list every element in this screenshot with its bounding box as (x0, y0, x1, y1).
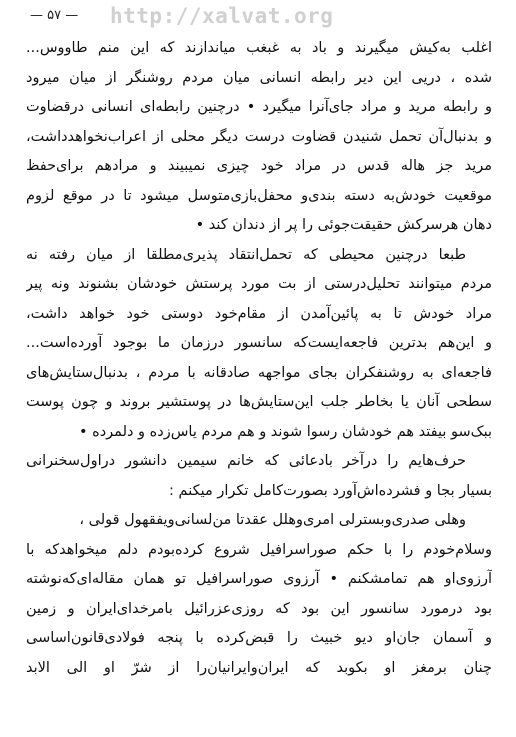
text-line: مردم میتوانند تحلیل‌درستی از بت مورد پرستش خودشان بشنوند ونه پیر (26, 276, 492, 292)
text-line: بسیار بجا و فشرده‌اش‌آورد بصورت‌کامل تکرار میکنم : (169, 482, 492, 499)
text-line: و بدنبال‌آن تحمل شنیدن قضاوت درست دیگر محلی از اعراب‌نخواهدداشت، (26, 128, 492, 145)
text-line: شده ، دریی این دیر رابطه انسانی میان مردم روشنگر از میان میرود (26, 69, 492, 86)
text-line: دهان هرسرکش حقیقت‌جوئی را پر از دندان کند • (195, 217, 492, 233)
text-line: وهلی صدری‌وبسترلی امری‌وهلل عقدتا من‌لسانی‌ویفقهول قولی ، (79, 512, 466, 528)
text-line: موقعیت خودش‌به دسته بندی‌و محفل‌بازی‌متوسل میشود تا در موقع لزوم (26, 187, 492, 204)
text-line: ببک‌سو بیفتد هم خودشان رسوا شوند و هم مردم یاس‌زده و دلمرده • (78, 423, 492, 440)
text-line: بود درمورد سانسور این بود که روزی‌عزرائیل با‌مرخدای‌ایران و زمین (26, 600, 492, 617)
page-header (22, 4, 494, 28)
body-text (26, 34, 492, 683)
text-line: اغلب به‌کیش میگیرند و باد به غبغب میاندازند که این منم طاووس... (26, 40, 492, 56)
page-number: — ۵۷ — (30, 8, 79, 23)
text-line: مرید جز هاله قدس در مراد خود چیزی نمیبیند و مرادهم برای‌حفظ (26, 158, 492, 174)
text-line: حرف‌هایم را درآخر بادعائی که خانم سیمین دانشور دراول‌سخنرانی (26, 453, 466, 469)
text-line: چنان برمغز او بکوبد که ایران‌وایرانیان‌را از شرّ او الی الابد (26, 659, 492, 676)
text-line: سطحی آنان یا بخاطر جلب این‌ستایش‌ها در پوستشیر بروند و چون پوست (26, 394, 492, 410)
text-line: و این‌هم بدترین فاجعه‌ایست‌که سانسور درزمان ما بوجود آورده‌است... (26, 335, 492, 351)
text-line: آرزوی‌او هم تمامشکنم • آرزوی صوراسرافیل تو همان مقاله‌ای‌که‌نوشته (26, 571, 492, 587)
text-line: وسلام‌خودم را با حکم صوراسرافیل شروع کرده‌بودم دلم میخواهد‌که با (26, 541, 492, 558)
text-line: و آسمان جان‌او دیو خبیث را قبض‌کرده با پنجه فولادی‌قانون‌اساسی (26, 630, 492, 646)
text-line: مراد خودش تا به پائین‌آمدن از مقام‌خود دوستی خود خواهد داشت، (26, 305, 492, 322)
watermark-url: http://xalvat.org (110, 4, 334, 28)
text-line: و رابطه مرید و مراد جای‌آنرا میگیرد • درچنین رابطه‌ای انسانی درقضاوت (26, 99, 492, 115)
text-line: طبعا درچنین محیطی که تحمل‌انتقاد پذیری‌مطلقا از میان رفته نه (26, 246, 466, 263)
text-line: فاجعه‌ای به روشنفکران بجای مواجهه صادقانه با مردم ، بدنبال‌ستایش‌های (26, 364, 492, 381)
